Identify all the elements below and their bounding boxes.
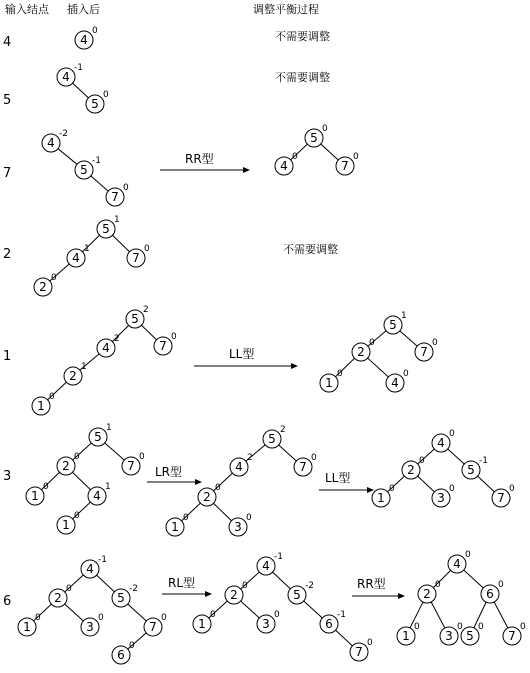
tree-node	[81, 613, 104, 636]
balance-factor: 0	[465, 550, 471, 560]
avl-tree	[166, 425, 317, 536]
tree-node	[127, 244, 150, 267]
node-key: 1	[37, 399, 45, 413]
arrow-head	[205, 591, 212, 597]
balance-factor: 0	[509, 484, 515, 494]
arrow-head	[243, 167, 250, 173]
node-key: 7	[420, 345, 428, 359]
tree-node	[229, 513, 252, 536]
tree-node	[350, 638, 373, 661]
tree-node	[97, 215, 120, 238]
node-key: 2	[54, 591, 62, 605]
tree-node	[386, 369, 409, 392]
balance-factor: 0	[66, 584, 72, 594]
node-key: 2	[407, 463, 415, 477]
tree-edge	[73, 83, 89, 98]
node-key: 4	[262, 559, 270, 573]
tree-edge	[400, 331, 417, 346]
node-key: 5	[293, 588, 301, 602]
node-key: 2	[423, 587, 431, 601]
node-key: 7	[341, 159, 349, 173]
no-adjust-note: 不需要调整	[275, 71, 330, 84]
balance-factor: 0	[435, 580, 441, 590]
node-key: 3	[262, 617, 270, 631]
node-key: 4	[102, 341, 110, 355]
rotation-arrow	[319, 470, 374, 493]
no-adjust-note: 不需要调整	[275, 30, 330, 43]
balance-factor: 0	[311, 453, 317, 463]
balance-factor: 0	[43, 482, 49, 492]
balance-factor: 0	[103, 90, 109, 100]
balance-factor: 0	[449, 429, 455, 439]
tree-edge	[65, 604, 84, 621]
balance-factor: 1	[81, 362, 87, 372]
balance-factor: 2	[280, 425, 286, 435]
balance-factor: 0	[144, 244, 150, 254]
tree-edge	[141, 325, 156, 340]
balance-factor: 0	[520, 622, 526, 632]
tree-node	[75, 156, 101, 179]
tree-node	[86, 90, 109, 113]
node-key: 2	[203, 490, 211, 504]
rotation-type-label: RL型	[168, 576, 196, 590]
node-key: 4	[453, 557, 461, 571]
balance-factor: 0	[449, 484, 455, 494]
tree-edge	[336, 630, 353, 646]
node-key: 5	[117, 591, 125, 605]
row-3	[3, 423, 515, 536]
row-4	[3, 26, 330, 50]
tree-edge	[58, 149, 77, 165]
tree-node	[294, 453, 317, 476]
balance-factor: 0	[215, 483, 221, 493]
node-key: 7	[111, 190, 119, 204]
node-key: 5	[80, 163, 88, 177]
node-key: 7	[299, 460, 307, 474]
tree-node	[305, 124, 328, 147]
tree-edge	[279, 445, 297, 461]
balance-factor: 0	[98, 613, 104, 623]
balance-factor: 0	[51, 273, 57, 283]
tree-node	[263, 425, 286, 448]
avl-tree	[57, 63, 109, 113]
node-key: 1	[31, 489, 39, 503]
tree-node	[166, 513, 189, 536]
tree-edge	[213, 503, 231, 520]
tree-node	[112, 641, 135, 664]
balance-factor: 0	[457, 622, 463, 632]
node-key: 4	[391, 376, 399, 390]
tree-edge	[431, 602, 445, 628]
balance-factor: 0	[478, 622, 484, 632]
header-input-node: 输入结点	[5, 3, 49, 16]
arrow-head	[398, 593, 405, 599]
header-after-insert: 插入后	[67, 3, 100, 16]
row-input-key: 5	[3, 93, 12, 108]
balance-factor: 0	[210, 610, 216, 620]
tree-node	[462, 456, 488, 479]
tree-node	[415, 338, 438, 361]
node-key: 5	[466, 629, 474, 643]
node-key: 4	[93, 489, 101, 503]
balance-factor: 0	[419, 456, 425, 466]
tree-node	[75, 26, 98, 49]
balance-factor: 2	[114, 334, 120, 344]
tree-node	[320, 369, 343, 392]
avl-tree	[26, 423, 145, 534]
node-key: 1	[198, 617, 206, 631]
balance-factor: 1	[106, 423, 112, 433]
balance-factor: 0	[161, 613, 167, 623]
balance-factor: 0	[49, 392, 55, 402]
rotation-arrow	[352, 576, 405, 599]
node-key: 4	[72, 251, 80, 265]
balance-factor: 1	[114, 215, 120, 225]
node-key: 7	[127, 459, 135, 473]
tree-edge	[321, 144, 339, 160]
balance-factor: -1	[337, 610, 346, 620]
avl-tree	[34, 215, 150, 296]
node-key: 5	[389, 318, 397, 332]
node-key: 4	[62, 70, 70, 84]
balance-factor: 0	[403, 369, 409, 379]
rotation-type-label: LR型	[155, 465, 183, 479]
tree-edge	[128, 604, 147, 621]
node-key: 4	[280, 159, 288, 173]
balance-factor: 0	[414, 622, 420, 632]
node-key: 5	[91, 97, 99, 111]
row-1	[3, 305, 438, 415]
node-key: 1	[23, 620, 31, 634]
balance-factor: 0	[274, 610, 280, 620]
balance-factor: 1	[401, 311, 407, 321]
avl-tree	[32, 305, 177, 415]
node-key: 2	[357, 345, 365, 359]
rotation-arrow	[194, 346, 298, 369]
node-key: 2	[62, 459, 70, 473]
avl-tree	[42, 129, 129, 206]
tree-node	[257, 552, 283, 575]
tree-node	[42, 129, 68, 152]
tree-node	[461, 622, 484, 645]
node-key: 7	[497, 491, 505, 505]
tree-edge	[105, 443, 124, 460]
tree-node	[372, 484, 395, 507]
tree-node	[32, 392, 55, 415]
balance-factor: -1	[74, 63, 83, 73]
tree-node	[193, 610, 216, 633]
arrow-head	[195, 479, 202, 485]
avl-tree	[193, 552, 373, 661]
tree-node	[106, 183, 129, 206]
tree-node	[384, 311, 407, 334]
node-key: 3	[234, 520, 242, 534]
node-key: 2	[230, 588, 238, 602]
row-input-key: 3	[3, 469, 12, 484]
node-key: 5	[94, 430, 102, 444]
row-2	[3, 215, 338, 296]
node-key: 4	[47, 136, 55, 150]
node-key: 5	[310, 131, 318, 145]
tree-node	[275, 152, 298, 175]
avl-tree	[18, 555, 167, 664]
tree-node	[34, 273, 57, 296]
balance-factor: 0	[171, 332, 177, 342]
node-key: 2	[39, 280, 47, 294]
tree-node	[481, 580, 504, 603]
node-key: 7	[355, 645, 363, 659]
tree-node	[352, 338, 375, 361]
row-input-key: 1	[3, 349, 12, 364]
node-key: 3	[445, 629, 453, 643]
balance-factor: 1	[105, 482, 111, 492]
header-adjust-process: 调整平衡过程	[253, 3, 319, 16]
balance-factor: -2	[129, 584, 138, 594]
tree-node	[225, 581, 248, 604]
tree-node	[320, 610, 346, 633]
balance-factor: -1	[92, 156, 101, 166]
node-key: 1	[377, 491, 385, 505]
balance-factor: 0	[369, 338, 375, 348]
rotation-arrow	[160, 151, 250, 173]
rotation-type-label: RR型	[357, 577, 386, 591]
node-key: 5	[467, 463, 475, 477]
tree-node	[64, 362, 87, 385]
tree-edge	[91, 176, 108, 191]
node-key: 6	[117, 648, 125, 662]
no-adjust-note: 不需要调整	[283, 243, 338, 256]
balance-factor: 0	[123, 183, 129, 193]
tree-node	[432, 484, 455, 507]
node-key: 1	[325, 376, 333, 390]
node-key: 7	[149, 620, 157, 634]
tree-edge	[304, 601, 323, 618]
tree-node	[57, 63, 83, 86]
tree-node	[397, 622, 420, 645]
row-input-key: 6	[3, 594, 12, 609]
tree-edge	[241, 601, 260, 618]
balance-factor: -1	[98, 555, 107, 565]
node-key: 5	[268, 432, 276, 446]
rotation-arrow	[162, 575, 212, 597]
balance-factor: 0	[337, 369, 343, 379]
tree-node	[57, 511, 80, 534]
tree-edge	[464, 570, 484, 588]
tree-node	[448, 550, 471, 573]
balance-factor: 0	[246, 513, 252, 523]
balance-factor: 2	[247, 453, 253, 463]
tree-node	[402, 456, 425, 479]
tree-edge	[368, 358, 389, 377]
node-key: 4	[437, 436, 445, 450]
tree-node	[97, 334, 120, 357]
tree-node	[67, 244, 90, 267]
row-6	[3, 550, 526, 664]
rows-layer	[3, 26, 526, 664]
tree-node	[81, 555, 107, 578]
node-key: 5	[131, 312, 139, 326]
rotation-type-label: LL型	[229, 347, 255, 361]
tree-node	[144, 613, 167, 636]
node-key: 4	[235, 460, 243, 474]
tree-node	[257, 610, 280, 633]
row-input-key: 7	[3, 166, 12, 181]
tree-node	[126, 305, 149, 328]
row-5	[3, 63, 330, 113]
tree-edge	[273, 572, 291, 589]
tree-edge	[112, 235, 129, 251]
balance-factor: 0	[92, 26, 98, 36]
balance-factor: -1	[479, 456, 488, 466]
balance-factor: 0	[353, 152, 359, 162]
tree-node	[89, 423, 112, 446]
tree-node	[288, 581, 314, 604]
tree-node	[418, 580, 441, 603]
rotation-type-label: RR型	[185, 152, 214, 166]
balance-factor: 0	[139, 452, 145, 462]
balance-factor: 0	[74, 511, 80, 521]
balance-factor: 0	[367, 638, 373, 648]
node-key: 1	[171, 520, 179, 534]
avl-tree	[275, 124, 359, 175]
node-key: 1	[402, 629, 410, 643]
balance-factor: 0	[183, 513, 189, 523]
rotation-type-label: LL型	[325, 471, 351, 485]
tree-edge	[494, 602, 508, 628]
node-key: 7	[159, 339, 167, 353]
node-key: 1	[62, 518, 70, 532]
tree-node	[88, 482, 111, 505]
tree-node	[57, 452, 80, 475]
row-7	[3, 124, 359, 206]
node-key: 3	[437, 491, 445, 505]
balance-factor: 0	[242, 581, 248, 591]
balance-factor: 0	[74, 452, 80, 462]
avl-tree	[372, 429, 515, 507]
node-key: 3	[86, 620, 94, 634]
tree-node	[336, 152, 359, 175]
node-key: 6	[325, 617, 333, 631]
avl-tree	[75, 26, 98, 49]
tree-edge	[478, 476, 495, 492]
rotation-arrow	[147, 464, 202, 485]
tree-node	[230, 453, 253, 476]
tree-edge	[418, 476, 435, 492]
node-key: 7	[508, 629, 516, 643]
node-key: 2	[69, 369, 77, 383]
node-key: 5	[102, 222, 110, 236]
node-key: 7	[132, 251, 140, 265]
tree-node	[49, 584, 72, 607]
tree-node	[154, 332, 177, 355]
tree-node	[26, 482, 49, 505]
node-key: 6	[486, 587, 494, 601]
tree-node	[492, 484, 515, 507]
balance-factor: 0	[389, 484, 395, 494]
arrow-head	[291, 363, 298, 369]
arrow-head	[367, 487, 374, 493]
balance-factor: -2	[305, 581, 314, 591]
tree-edge	[97, 575, 115, 592]
balance-factor: -1	[274, 552, 283, 562]
node-key: 4	[86, 562, 94, 576]
balance-factor: 1	[84, 244, 90, 254]
tree-node	[432, 429, 455, 452]
balance-factor: 2	[143, 305, 149, 315]
tree-node	[18, 613, 41, 636]
balance-factor: 0	[498, 580, 504, 590]
avl-tree	[320, 311, 438, 392]
balance-factor: 0	[322, 124, 328, 134]
tree-node	[122, 452, 145, 475]
balance-factor: 0	[432, 338, 438, 348]
balance-factor: 0	[292, 152, 298, 162]
tree-node	[112, 584, 138, 607]
balance-factor: 0	[129, 641, 135, 651]
node-key: 4	[80, 33, 88, 47]
avl-tree	[397, 550, 526, 645]
tree-edge	[72, 472, 90, 489]
tree-edge	[448, 449, 465, 464]
row-input-key: 4	[3, 35, 12, 50]
tree-node	[198, 483, 221, 506]
balance-factor: 0	[35, 613, 41, 623]
row-input-key: 2	[3, 247, 12, 262]
balance-factor: -2	[59, 129, 68, 139]
